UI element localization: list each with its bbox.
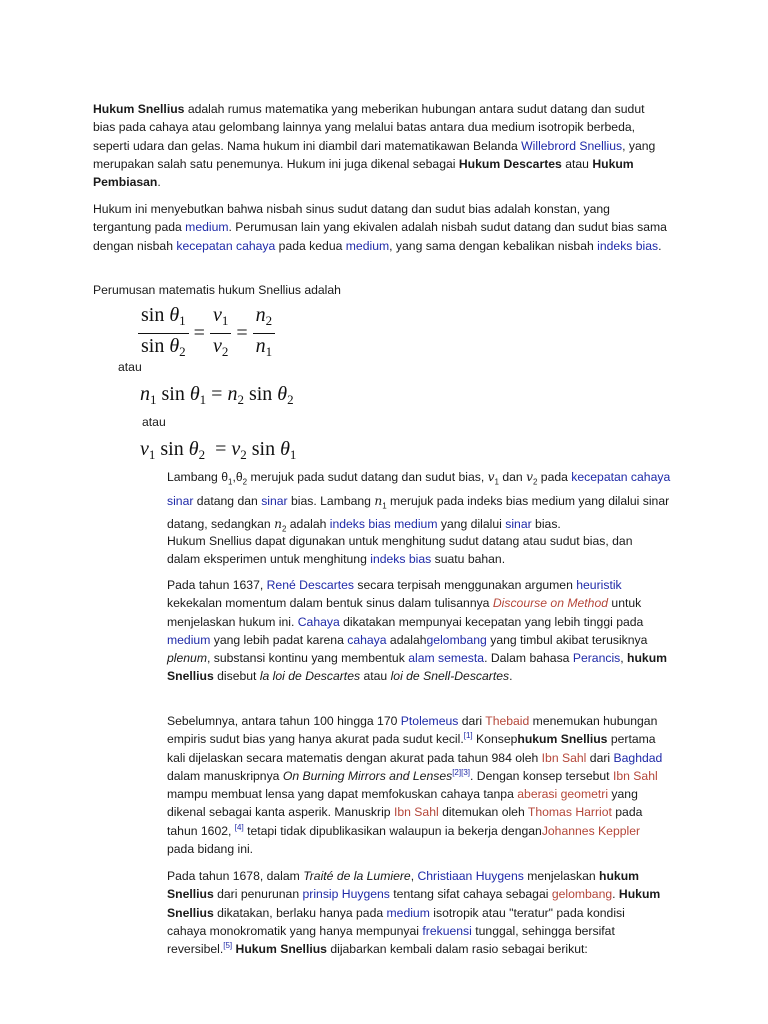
link-prinsip-huygens[interactable]: prinsip Huygens bbox=[302, 887, 390, 902]
equation-snell-ratio: $\frac{\sin \theta_1}{\sin \theta_2}$ = $\frac{v_1}{v_2}$ = $\frac{n_2}{n_1}$ bbox=[138, 303, 275, 364]
intro-paragraph: Hukum Snellius adalah rumus matematika yang meberikan hubungan antara sudut datang dan sudut bias pada cahaya atau gelombang lainnya yang melalui batas antara dua medium isotropik berbeda, seperti udara dan gelas. Nama hukum ini diambil dari matematikawan Belanda Willebrord Snellius, yang merupakan salah satu penemunya. Hukum ini juga dikenal sebagai Hukum Descartes atau Hukum Pembiasan. bbox=[93, 102, 656, 190]
link-alam-semesta[interactable]: alam semesta bbox=[408, 651, 485, 666]
link-baghdad[interactable]: Baghdad bbox=[613, 750, 663, 765]
link-ptolemeus[interactable]: Ptolemeus bbox=[400, 714, 459, 728]
atau-label-2: atau bbox=[142, 415, 166, 429]
link-ibn-sahl[interactable]: Ibn Sahl bbox=[541, 750, 587, 765]
equation-snell-n: $n_1$ $\sin \theta_1 = n_2$ $\sin \theta_2$ bbox=[140, 383, 294, 407]
link-cahaya-2[interactable]: cahaya bbox=[347, 632, 387, 647]
link-medium[interactable]: medium bbox=[185, 220, 229, 235]
link-ibn-sahl-2[interactable]: Ibn Sahl bbox=[612, 768, 658, 783]
link-rene-descartes[interactable]: René Descartes bbox=[266, 578, 355, 592]
link-kecepatan-cahaya-sinar[interactable]: kecepatan cahaya sinar bbox=[167, 470, 671, 508]
term-hukum-snellius: Hukum Snellius bbox=[93, 102, 185, 116]
link-aberasi-geometri[interactable]: aberasi geometri bbox=[517, 787, 609, 802]
link-frekuensi[interactable]: frekuensi bbox=[422, 923, 472, 938]
link-gelombang-2[interactable]: gelombang bbox=[551, 887, 613, 902]
link-heuristik[interactable]: heuristik bbox=[576, 578, 622, 592]
link-johannes-keppler[interactable]: Johannes Keppler bbox=[541, 823, 641, 838]
symbols-paragraph: Lambang $\theta_1,\theta_2$ merujuk pada sudut datang dan sudut bias, $v_1$ dan $v_2$ pada kecepatan cahaya sinar datang dan sinar bias. Lambang $n_1$ merujuk pada indeks bias medium yang dilalui sinar datang, sedangkan $n_2$ adalah indeks bias medium yang dilalui sinar bias. bbox=[167, 470, 671, 534]
atau-label-1: atau bbox=[118, 360, 142, 374]
link-sinar[interactable]: sinar bbox=[261, 493, 288, 508]
link-ibn-sahl-3[interactable]: Ibn Sahl bbox=[393, 805, 439, 820]
link-sinar-2[interactable]: sinar bbox=[505, 517, 532, 532]
link-thebaid[interactable]: Thebaid bbox=[485, 714, 530, 728]
fraction-sin-ratio: $\frac{\sin \theta_1}{\sin \theta_2}$ bbox=[138, 303, 189, 364]
link-cahaya[interactable]: Cahaya bbox=[297, 614, 340, 629]
link-indeks-bias-2[interactable]: indeks bias bbox=[370, 552, 432, 567]
link-willebrord-snellius[interactable]: Willebrord Snellius bbox=[521, 138, 623, 153]
link-thomas-harriot[interactable]: Thomas Harriot bbox=[527, 805, 612, 820]
link-christiaan-huygens[interactable]: Christiaan Huygens bbox=[417, 869, 524, 883]
fraction-n-ratio: $\frac{n_2}{n_1}$ bbox=[253, 303, 276, 364]
link-gelombang[interactable]: gelombang bbox=[426, 632, 487, 647]
descartes-paragraph: Pada tahun 1637, René Descartes secara terpisah menggunakan argumen heuristik kekekalan momentum dalam bentuk sinus dalam tulisannya Discourse on Method untuk menjelaskan hukum ini. Cahaya dikatakan mempunyai kecepatan yang lebih tinggi pada medium yang lebih padat karena cahaya adalahgelombang yang timbul akibat terusiknya plenum, substansi kontinu yang membentuk alam semesta. Dalam bahasa Perancis, hukum Snellius disebut la loi de Descartes atau loi de Snell-Descartes. bbox=[167, 578, 667, 684]
link-kecepatan-cahaya[interactable]: kecepatan cahaya bbox=[176, 238, 276, 253]
link-discourse-on-method[interactable]: Discourse on Method bbox=[492, 596, 609, 611]
link-medium-3[interactable]: medium bbox=[167, 632, 211, 647]
usage-paragraph: Hukum Snellius dapat digunakan untuk menghitung sudut datang atau sudut bias, dan dalam eksperimen untuk menghitung indeks bias suatu bahan. bbox=[167, 534, 633, 567]
statement-paragraph: Hukum ini menyebutkan bahwa nisbah sinus sudut datang dan sudut bias adalah konstan, yang tergantung pada medium. Perumusan lain yang ekivalen adalah nisbah sudut datang dan sudut bias sama dengan nisbah kecepatan cahaya pada kedua medium, yang sama dengan kebalikan nisbah indeks bias. bbox=[93, 202, 667, 253]
link-medium-2[interactable]: medium bbox=[345, 238, 390, 253]
ref-4[interactable]: [4] bbox=[234, 822, 244, 832]
ref-1[interactable]: [1] bbox=[463, 731, 473, 741]
link-perancis[interactable]: Perancis bbox=[572, 651, 621, 666]
formula-intro: Perumusan matematis hukum Snellius adalah bbox=[93, 283, 341, 297]
term-hukum-pembiasan: Hukum Pembiasan bbox=[93, 156, 634, 190]
huygens-paragraph: Pada tahun 1678, dalam Traité de la Lumiere, Christiaan Huygens menjelaskan hukum Snellius dari penurunan prinsip Huygens tentang sifat cahaya sebagai gelombang. Hukum Snellius dikatakan, berlaku hanya pada medium isotropik atau "teratur" pada kondisi cahaya monokromatik yang hanya mempunyai frekuensi tunggal, sehingga bersifat reversibel.[5] Hukum Snellius dijabarkan kembali dalam rasio sebagai berikut: bbox=[167, 869, 661, 957]
ref-2-3[interactable]: [2][3] bbox=[452, 767, 470, 777]
ref-5[interactable]: [5] bbox=[223, 941, 233, 951]
fraction-v-ratio: $\frac{v_1}{v_2}$ bbox=[210, 303, 231, 364]
term-hukum-descartes: Hukum Descartes bbox=[458, 156, 562, 171]
link-medium-4[interactable]: medium bbox=[386, 905, 430, 920]
link-indeks-bias-medium[interactable]: indeks bias medium bbox=[329, 517, 438, 532]
link-indeks-bias[interactable]: indeks bias bbox=[597, 238, 659, 253]
equation-snell-v: $v_1$ $\sin \theta_2 = v_2$ $\sin \theta_1$ bbox=[140, 438, 297, 462]
history-paragraph: Sebelumnya, antara tahun 100 hingga 170 Ptolemeus dari Thebaid menemukan hubungan empiris sudut bias yang hanya akurat pada sudut kecil.[1] Konsephukum Snellius pertama kali dijelaskan secara matematis dengan akurat pada tahun 984 oleh Ibn Sahl dari Baghdad dalam manuskripnya On Burning Mirrors and Lenses[2][3]. Dengan konsep tersebut Ibn Sahl mampu membuat lensa yang dapat memfokuskan cahaya tanpa aberasi geometri yang dikenal sebagai kanta asperik. Manuskrip Ibn Sahl ditemukan oleh Thomas Harriot pada tahun 1602, [4] tetapi tidak dipublikasikan walaupun ia bekerja denganJohannes Keppler pada bidang ini. bbox=[167, 714, 663, 857]
